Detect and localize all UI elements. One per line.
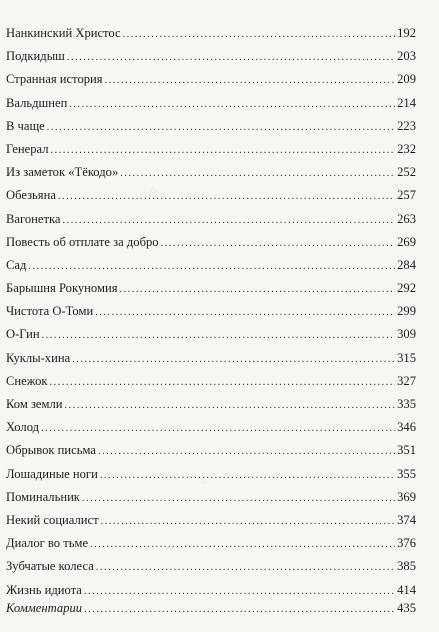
toc-entry-page: 252	[397, 165, 416, 180]
toc-entry-page: 223	[397, 118, 416, 133]
toc-entry[interactable]	[6, 370, 416, 393]
toc-entry-page: 309	[397, 327, 416, 342]
dot-leader	[96, 556, 395, 579]
dot-leader	[82, 487, 395, 510]
toc-entry-title: Обрывок письма	[6, 443, 96, 458]
dot-leader	[41, 417, 395, 440]
toc-entry[interactable]	[6, 509, 416, 532]
toc-entry-title: О-Гин	[6, 327, 40, 342]
toc-entry-title: Нанкинский Христос	[6, 26, 121, 40]
toc-entry-page: 414	[397, 582, 416, 597]
toc-entry[interactable]	[6, 231, 416, 254]
toc-entry[interactable]	[6, 323, 416, 346]
toc-entry-title: Обезьяна	[6, 188, 56, 203]
dot-leader	[58, 185, 395, 208]
toc-entry-title: Вальдшнеп	[6, 95, 68, 110]
toc-entry-page: 374	[397, 512, 416, 527]
dot-leader	[63, 209, 396, 232]
toc-entry[interactable]	[6, 463, 416, 486]
bleed-through-decoration: ○	[180, 78, 187, 90]
toc-entry-page: 385	[397, 559, 416, 574]
toc-entry-page: 351	[397, 443, 416, 458]
toc-entry[interactable]	[6, 416, 416, 439]
toc-entry-page: 263	[397, 211, 416, 226]
toc-entry-title: Лошадиные ноги	[6, 466, 98, 481]
bleed-through-decoration: ○	[200, 475, 207, 487]
dot-leader	[28, 255, 395, 278]
toc-entry-page: 315	[397, 350, 416, 365]
toc-entry[interactable]	[6, 208, 416, 231]
toc-entry[interactable]	[6, 138, 416, 161]
dot-leader	[90, 533, 395, 556]
toc-entry-page: 284	[397, 257, 416, 272]
toc-entry[interactable]	[6, 92, 416, 115]
toc-entry-title: Повесть об отплате за добро	[6, 234, 159, 249]
dot-leader	[101, 510, 395, 533]
dot-leader	[67, 46, 395, 69]
dot-leader	[123, 23, 395, 46]
toc-entry-title: Снежок	[6, 373, 48, 388]
dot-leader	[100, 464, 395, 487]
toc-entry[interactable]	[6, 22, 416, 45]
toc-entry-page: 346	[397, 420, 416, 435]
toc-entry-title: В чаще	[6, 118, 45, 133]
toc-entry-page: 335	[397, 397, 416, 411]
toc-entry[interactable]	[6, 277, 416, 300]
dot-leader	[95, 301, 395, 324]
dot-leader	[42, 324, 396, 347]
toc-entry-title: Зубчатые колеса	[6, 559, 94, 574]
toc-entry-title: Жизнь идиота	[6, 582, 82, 597]
toc-entry[interactable]	[6, 184, 416, 207]
toc-entry-page: 376	[397, 536, 416, 551]
comments-page: 435	[397, 601, 416, 615]
dot-leader	[69, 93, 395, 116]
toc-entry-title: Странная история	[6, 72, 103, 87]
toc-entry-page: 232	[397, 141, 416, 156]
toc-entry[interactable]	[6, 161, 416, 184]
toc-entry-page: 327	[397, 373, 416, 388]
toc-entry-title: Генерал	[6, 141, 49, 156]
dot-leader	[119, 278, 395, 301]
toc-entry-page: 209	[397, 72, 416, 87]
toc-entry-page: 257	[397, 188, 416, 203]
toc-entry-title: Барышня Рокуномия	[6, 281, 118, 296]
toc-entry[interactable]	[6, 439, 416, 462]
toc-entry[interactable]	[6, 68, 416, 91]
toc-entry-page: 369	[397, 489, 416, 504]
toc-entry-title: Холод	[6, 420, 40, 435]
toc-entry[interactable]	[6, 115, 416, 138]
toc-entry-page: 203	[397, 49, 416, 64]
toc-entry-title: Сад	[6, 257, 27, 272]
toc-entry-title: Некий социалист	[6, 512, 99, 527]
toc-entry-title: Ком земли	[6, 397, 63, 411]
toc-entry[interactable]	[6, 393, 416, 416]
toc-entry[interactable]	[6, 254, 416, 277]
toc-entry-page: 269	[397, 234, 416, 249]
toc-entry[interactable]	[6, 347, 416, 370]
table-of-contents	[6, 22, 416, 602]
toc-entry-page: 299	[397, 304, 416, 319]
dot-leader	[65, 394, 396, 417]
toc-entry-title: Подкидыш	[6, 49, 65, 64]
toc-entry-title: Чистота О-Томи	[6, 304, 94, 319]
dot-leader	[47, 116, 395, 139]
toc-entry-page: 355	[397, 466, 416, 481]
toc-entry-title: Из заметок «Тёкодо»	[6, 165, 119, 180]
dot-leader	[51, 139, 396, 162]
toc-entry[interactable]	[6, 45, 416, 68]
toc-entry-title: Вагонетка	[6, 211, 61, 226]
toc-entry-page: 192	[397, 26, 416, 40]
toc-entry-comments[interactable]	[6, 597, 416, 621]
bleed-through-decoration: ○	[150, 185, 157, 197]
toc-entry-page: 292	[397, 281, 416, 296]
toc-entry[interactable]	[6, 300, 416, 323]
toc-entry-title: Поминальник	[6, 489, 80, 504]
toc-entry[interactable]	[6, 486, 416, 509]
toc-entry-title: Куклы-хина	[6, 350, 71, 365]
dot-leader	[105, 69, 396, 92]
dot-leader	[50, 371, 396, 394]
toc-entry-title: Диалог во тьме	[6, 536, 89, 551]
dot-leader	[72, 348, 395, 371]
dot-leader	[84, 598, 395, 621]
toc-entry-page: 214	[397, 95, 416, 110]
dot-leader	[98, 440, 395, 463]
comments-title: Комментарии	[6, 601, 83, 615]
toc-entry[interactable]	[6, 532, 416, 555]
dot-leader	[120, 162, 395, 185]
toc-entry[interactable]	[6, 555, 416, 578]
dot-leader	[161, 232, 396, 255]
